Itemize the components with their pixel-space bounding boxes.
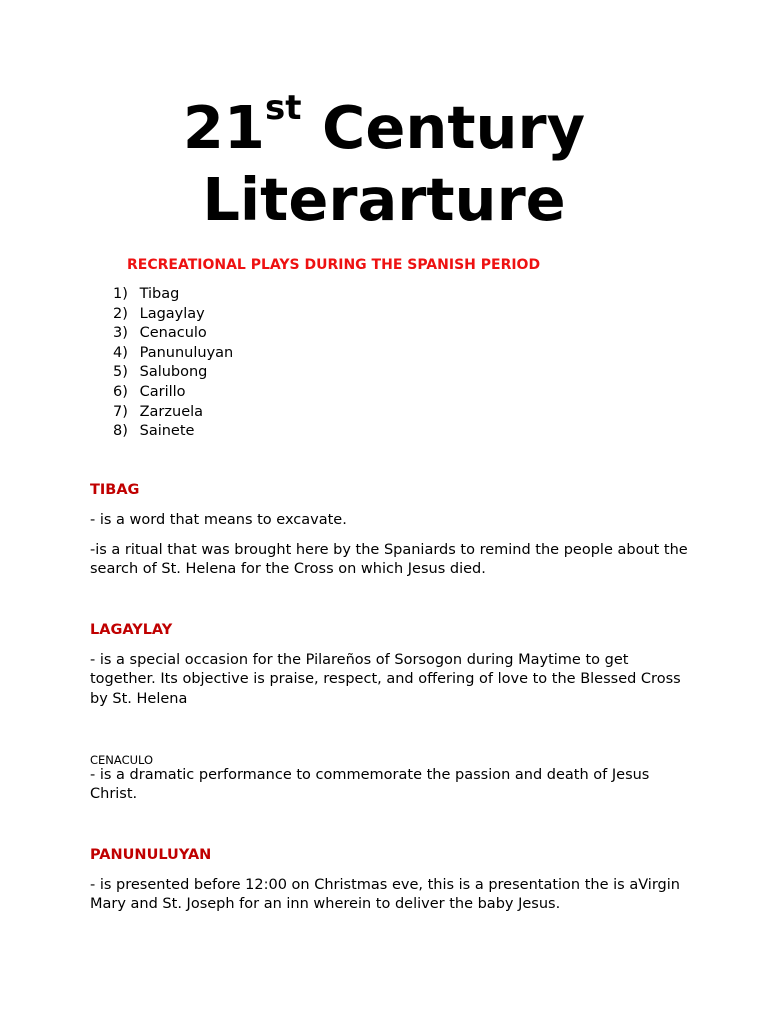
list-number: 2) bbox=[113, 305, 128, 322]
title-line-2: Literarture bbox=[202, 165, 566, 234]
list-item bbox=[113, 344, 233, 364]
list-item bbox=[113, 403, 233, 423]
list-text: Panunuluyan bbox=[139, 344, 234, 361]
list-item bbox=[113, 285, 233, 305]
list-text: Salubong bbox=[139, 364, 208, 381]
list-number: 6) bbox=[113, 383, 128, 400]
list-item bbox=[113, 383, 233, 403]
paragraph-panunuluyan-1: - is presented before 12:00 on Christmas eve, this is a presentation the is aVirgin Mary and St. Joseph for an inn wherein to deliver the baby Jesus. bbox=[90, 877, 680, 913]
paragraph-lagaylay-1: - is a special occasion for the Pilareños of Sorsogon during Maytime to get together. Its objective is praise, respect, and offering of love to the Blessed Cross by St. Helena bbox=[90, 652, 681, 707]
heading-cenaculo: CENACULO bbox=[90, 753, 154, 767]
list-item bbox=[113, 422, 233, 442]
heading-tibag: TIBAG bbox=[90, 482, 140, 498]
heading-panunuluyan: PANUNULUYAN bbox=[90, 847, 212, 863]
list-text: Zarzuela bbox=[139, 403, 204, 420]
list-number: 1) bbox=[113, 286, 128, 302]
list-item bbox=[113, 305, 233, 325]
title-line-1 bbox=[0, 88, 768, 164]
list-text: Tibag bbox=[139, 286, 180, 302]
list-number: 3) bbox=[113, 325, 128, 342]
heading-lagaylay: LAGAYLAY bbox=[90, 622, 173, 638]
paragraph-tibag-1: - is a word that means to excavate. bbox=[90, 512, 347, 528]
list-item bbox=[113, 324, 233, 344]
plays-list bbox=[113, 285, 233, 442]
page-title bbox=[0, 88, 768, 236]
list-number: 4) bbox=[113, 344, 128, 361]
title-century: Century bbox=[322, 93, 586, 162]
section-subtitle: RECREATIONAL PLAYS DURING THE SPANISH PERIOD bbox=[127, 257, 541, 273]
list-item bbox=[113, 363, 233, 383]
list-number: 5) bbox=[113, 364, 128, 381]
title-superscript: st bbox=[264, 88, 302, 129]
list-text: Carillo bbox=[139, 383, 186, 400]
list-number: 8) bbox=[113, 423, 128, 440]
paragraph-cenaculo-1: - is a dramatic performance to commemorate the passion and death of Jesus Christ. bbox=[90, 767, 650, 803]
paragraph-tibag-2: -is a ritual that was brought here by the Spaniards to remind the people about the search of St. Helena for the Cross on which Jesus died. bbox=[90, 542, 688, 578]
list-number: 7) bbox=[113, 403, 128, 420]
title-number: 21 bbox=[182, 93, 265, 162]
list-text: Lagaylay bbox=[139, 305, 205, 322]
list-text: Sainete bbox=[139, 423, 195, 440]
list-text: Cenaculo bbox=[139, 325, 207, 342]
